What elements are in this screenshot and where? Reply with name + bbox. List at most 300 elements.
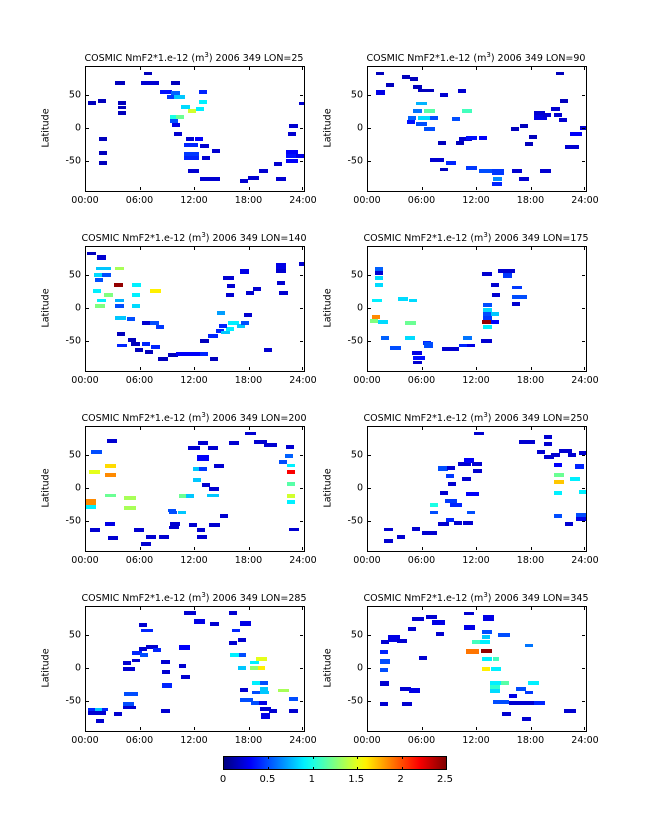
data-cell [512, 169, 523, 173]
x-tick-label: 06:00 [407, 735, 436, 746]
data-cell [253, 287, 261, 291]
y-tick-mark [300, 275, 303, 276]
x-tick-mark [85, 187, 86, 190]
x-tick-label: 06:00 [125, 555, 154, 566]
data-cell [124, 506, 136, 510]
data-cell [141, 629, 153, 633]
data-cell [458, 89, 466, 93]
x-tick-mark [249, 727, 250, 730]
data-cell [156, 325, 164, 329]
data-cell [482, 657, 492, 661]
data-cell [161, 660, 169, 664]
plot-area [367, 426, 587, 552]
data-cell [99, 137, 107, 141]
data-cell [462, 109, 472, 113]
colorbar-tick-mark [313, 767, 314, 769]
title-superscript: 3 [483, 411, 488, 419]
data-cell [117, 344, 127, 348]
data-cell [442, 347, 459, 351]
data-cell [416, 102, 427, 106]
data-cell [556, 72, 564, 76]
data-cell [115, 299, 124, 303]
data-cell [408, 627, 416, 631]
subplot-lon-250 [322, 411, 599, 566]
y-tick-mark [300, 635, 303, 636]
data-cell [219, 324, 227, 328]
y-tick-mark [582, 521, 585, 522]
x-tick-mark [194, 427, 195, 430]
panel-title: COSMIC NmF2*1.e-12 $(m^3)$ 2006 349 LON=140 [81, 231, 307, 245]
x-tick-label: 00:00 [71, 555, 99, 566]
panel-title: COSMIC NmF2*1.e-12 $(m^3)$ 2006 349 LON=250 [363, 411, 589, 425]
x-tick-label: 12:00 [462, 735, 490, 746]
data-cell [132, 304, 140, 308]
data-cell [473, 469, 481, 473]
data-cell [410, 77, 418, 81]
y-tick-mark [86, 128, 89, 129]
y-tick-label: 0 [74, 122, 81, 134]
data-cell [491, 312, 499, 316]
data-cell [189, 523, 197, 527]
data-cell [259, 701, 266, 705]
data-cell [196, 107, 204, 111]
y-tick-mark [86, 701, 89, 702]
data-cell [217, 311, 225, 315]
data-cell [179, 645, 190, 650]
panel-title: COSMIC NmF2*1.e-12 $(m^3)$ 2006 349 LON=285 [81, 591, 307, 605]
data-cell [424, 127, 435, 131]
data-cell [450, 503, 463, 507]
data-cell [260, 687, 267, 691]
y-tick-label: 0 [356, 482, 363, 494]
data-cell [250, 661, 258, 665]
data-cell [176, 352, 200, 356]
data-cell [570, 132, 583, 136]
x-tick-mark [194, 367, 195, 370]
data-cell [169, 526, 179, 530]
data-cell [162, 670, 170, 674]
data-cell [412, 617, 425, 621]
colorbar-tick-mark [357, 767, 358, 769]
data-cell [105, 494, 116, 498]
data-cell [529, 135, 537, 139]
x-tick-label: 18:00 [234, 555, 263, 566]
data-cell [96, 719, 104, 723]
data-cell [464, 625, 475, 630]
data-cell [209, 523, 221, 527]
data-cell [296, 154, 304, 158]
x-tick-label: 00:00 [71, 735, 99, 746]
data-cell [158, 357, 168, 361]
data-cell [381, 336, 389, 340]
data-cell [179, 494, 186, 498]
data-cell [380, 650, 388, 654]
x-tick-mark [140, 427, 141, 430]
x-tick-mark [302, 727, 303, 730]
data-cell [208, 446, 218, 450]
y-tick-mark [300, 701, 303, 702]
x-tick-mark [367, 247, 368, 250]
subplot-lon-140 [40, 231, 317, 386]
data-cell [240, 269, 250, 274]
data-cell [405, 321, 416, 325]
y-tick-label: 50 [68, 269, 81, 281]
data-cell [528, 681, 539, 685]
x-tick-mark [140, 727, 141, 730]
data-cell [145, 350, 153, 354]
data-cell [114, 712, 122, 716]
x-tick-label: 24:00 [571, 555, 599, 566]
data-cell [141, 81, 159, 85]
data-cell [264, 348, 272, 352]
data-cell [200, 352, 208, 356]
data-cell [186, 494, 194, 498]
plot-area [85, 66, 305, 192]
x-tick-mark [422, 187, 423, 190]
data-cell [276, 263, 286, 268]
x-tick-mark [531, 247, 532, 250]
data-cell [176, 115, 184, 119]
x-tick-mark [140, 607, 141, 610]
data-cell [159, 535, 169, 539]
data-cell [105, 473, 116, 477]
x-tick-mark [422, 247, 423, 250]
data-cell [139, 623, 147, 627]
data-cell [195, 137, 203, 141]
data-cell [462, 477, 470, 481]
y-tick-mark [582, 635, 585, 636]
data-cell [483, 325, 491, 329]
data-cell [289, 709, 297, 713]
y-tick-label: -50 [65, 155, 81, 167]
data-cell [472, 640, 480, 644]
x-tick-mark [476, 67, 477, 70]
data-cell [141, 542, 152, 546]
data-cell [99, 151, 107, 155]
data-cell [413, 109, 421, 113]
x-tick-label: 06:00 [125, 375, 154, 386]
y-tick-mark [86, 635, 89, 636]
plot-area [367, 246, 587, 372]
colorbar-tick-mark [268, 757, 269, 759]
data-cell [512, 286, 522, 290]
data-cell [238, 666, 246, 670]
x-tick-label: 24:00 [289, 375, 317, 386]
x-tick-mark [85, 367, 86, 370]
data-cell [409, 299, 417, 303]
data-cell [98, 99, 106, 103]
y-axis-label: Latitude [40, 108, 52, 148]
data-cell [289, 528, 299, 532]
x-tick-mark [194, 187, 195, 190]
x-tick-mark [584, 607, 585, 610]
data-cell [124, 496, 136, 500]
x-tick-label: 12:00 [462, 555, 490, 566]
y-tick-mark [368, 635, 371, 636]
data-cell [493, 657, 498, 661]
data-cell [482, 635, 490, 639]
data-cell [565, 522, 573, 526]
x-tick-mark [476, 547, 477, 550]
data-cell [269, 709, 277, 713]
y-tick-mark [300, 341, 303, 342]
data-cell [115, 81, 125, 85]
data-cell [88, 101, 96, 105]
x-tick-mark [194, 727, 195, 730]
data-cell [426, 615, 437, 619]
data-cell [286, 150, 298, 154]
data-cell [380, 659, 390, 664]
data-cell [512, 302, 520, 306]
x-tick-label: 24:00 [289, 735, 317, 746]
data-cell [200, 339, 208, 343]
y-tick-mark [86, 161, 89, 162]
data-cell [240, 179, 248, 183]
data-cell [132, 293, 140, 297]
data-cell [123, 667, 135, 671]
data-cell [115, 304, 124, 308]
data-cell [422, 531, 437, 535]
data-cell [260, 681, 267, 685]
data-cell [132, 283, 141, 287]
data-cell [519, 177, 529, 181]
data-cell [169, 511, 177, 515]
y-tick-mark [368, 521, 371, 522]
data-cell [554, 473, 564, 477]
x-tick-mark [584, 187, 585, 190]
x-tick-mark [249, 367, 250, 370]
x-tick-label: 18:00 [234, 195, 263, 206]
data-cell [197, 455, 209, 461]
data-cell [448, 482, 456, 486]
data-cell [276, 269, 286, 273]
x-tick-mark [422, 547, 423, 550]
data-cell [398, 297, 408, 301]
data-cell [199, 100, 207, 104]
x-tick-mark [476, 727, 477, 730]
data-cell [252, 691, 260, 695]
data-cell [564, 709, 576, 713]
data-cell [456, 141, 464, 145]
data-cell [238, 638, 246, 642]
y-tick-mark [86, 308, 89, 309]
subplot-lon-90 [322, 51, 599, 206]
colorbar-tick-mark [357, 757, 358, 759]
data-cell [223, 276, 234, 280]
y-tick-mark [368, 668, 371, 669]
data-cell [132, 659, 140, 663]
data-cell [88, 711, 106, 715]
data-cell [214, 464, 224, 468]
x-tick-label: 06:00 [407, 195, 436, 206]
x-tick-mark [249, 547, 250, 550]
data-cell [124, 692, 138, 696]
data-cell [99, 161, 107, 165]
panel-title: COSMIC NmF2*1.e-12 $(m^3)$ 2006 349 LON=25 [84, 51, 304, 65]
x-tick-mark [140, 187, 141, 190]
panel-title: COSMIC NmF2*1.e-12 $(m^3)$ 2006 349 LON=200 [81, 411, 307, 425]
plot-area [85, 606, 305, 732]
data-cell [380, 681, 389, 686]
data-cell [256, 657, 267, 661]
data-cell [519, 440, 535, 444]
x-tick-label: 00:00 [353, 195, 381, 206]
data-cell [199, 90, 207, 94]
data-cell [409, 688, 420, 693]
data-cell [97, 255, 106, 261]
subplot-lon-345 [322, 591, 599, 746]
x-tick-mark [584, 67, 585, 70]
data-cell [426, 89, 434, 93]
data-cell [554, 480, 564, 484]
y-tick-mark [582, 455, 585, 456]
x-tick-label: 18:00 [516, 735, 545, 746]
y-tick-mark [582, 701, 585, 702]
y-tick-label: -50 [347, 335, 363, 347]
data-cell [118, 101, 126, 105]
y-tick-mark [582, 308, 585, 309]
data-cell [241, 321, 249, 325]
data-cell [87, 252, 96, 256]
data-cell [142, 321, 150, 325]
data-cell [178, 511, 186, 515]
data-cell [162, 683, 172, 688]
data-cell [142, 342, 150, 346]
x-tick-mark [476, 427, 477, 430]
data-cell [86, 499, 96, 504]
x-tick-mark [476, 607, 477, 610]
data-cell [560, 99, 568, 103]
y-tick-mark [300, 521, 303, 522]
x-tick-label: 12:00 [462, 375, 490, 386]
x-tick-mark [584, 547, 585, 550]
data-cell [199, 467, 207, 471]
data-cell [544, 442, 552, 446]
data-cell [543, 113, 551, 117]
y-tick-mark [300, 488, 303, 489]
y-tick-mark [86, 521, 89, 522]
data-cell [123, 661, 131, 665]
x-tick-label: 00:00 [353, 375, 381, 386]
x-tick-mark [584, 727, 585, 730]
data-cell [250, 666, 257, 670]
plot-area [85, 246, 305, 372]
x-tick-mark [85, 727, 86, 730]
colorbar-tick-label: 1 [308, 774, 315, 785]
data-cell [492, 169, 504, 174]
colorbar-tick-label: 2 [397, 774, 404, 785]
data-cell [90, 528, 100, 532]
data-cell [286, 159, 298, 163]
data-cell [483, 615, 494, 620]
y-tick-mark [300, 668, 303, 669]
data-cell [511, 127, 519, 131]
data-cell [375, 276, 383, 280]
data-cell [459, 344, 467, 348]
data-cell [245, 432, 256, 436]
data-cell [150, 289, 161, 293]
data-cell [565, 145, 579, 149]
data-cell [472, 462, 483, 466]
data-cell [200, 144, 208, 148]
data-cell [416, 122, 427, 126]
data-cell [172, 123, 180, 127]
data-cell [96, 267, 111, 271]
data-cell [144, 72, 152, 76]
data-cell [118, 106, 126, 110]
data-cell [200, 177, 220, 181]
x-tick-label: 12:00 [462, 195, 490, 206]
x-tick-label: 18:00 [516, 375, 545, 386]
data-cell [227, 284, 235, 288]
data-cell [413, 361, 421, 365]
data-cell [384, 539, 392, 543]
data-cell [522, 717, 530, 721]
data-cell [198, 441, 208, 445]
data-cell [181, 675, 189, 679]
y-tick-label: 50 [350, 629, 363, 641]
y-axis-label: Latitude [322, 108, 334, 148]
data-cell [482, 630, 492, 634]
data-cell [424, 342, 433, 347]
y-tick-mark [582, 128, 585, 129]
data-cell [405, 336, 415, 340]
y-tick-label: -50 [65, 695, 81, 707]
data-cell [502, 712, 510, 716]
data-cell [446, 161, 456, 165]
x-tick-mark [531, 607, 532, 610]
x-tick-mark [140, 367, 141, 370]
data-cell [467, 511, 475, 515]
y-axis-label: Latitude [322, 648, 334, 688]
x-tick-mark [367, 67, 368, 70]
x-tick-mark [476, 187, 477, 190]
data-cell [161, 709, 169, 713]
data-cell [482, 272, 492, 276]
data-cell [419, 656, 427, 660]
colorbar-tick-mark [402, 757, 403, 759]
x-tick-label: 06:00 [125, 195, 154, 206]
data-cell [440, 491, 448, 495]
data-cell [413, 356, 425, 360]
title-superscript: 3 [201, 231, 206, 239]
x-tick-label: 18:00 [516, 555, 545, 566]
y-tick-label: 0 [356, 662, 363, 674]
title-superscript: 3 [486, 51, 491, 59]
data-cell [232, 629, 240, 633]
x-tick-mark [531, 367, 532, 370]
colorbar-tick-label: 2.5 [437, 774, 453, 785]
data-cell [540, 169, 551, 173]
y-tick-mark [300, 455, 303, 456]
data-cell [493, 177, 501, 181]
data-cell [108, 536, 118, 540]
data-cell [525, 691, 533, 695]
data-cell [430, 116, 438, 120]
data-cell [151, 345, 159, 349]
data-cell [551, 453, 559, 457]
data-cell [210, 622, 218, 626]
data-cell [287, 464, 295, 468]
x-tick-mark [249, 187, 250, 190]
data-cell [94, 273, 102, 277]
data-cell [208, 334, 218, 338]
data-cell [104, 293, 113, 297]
x-tick-mark [476, 247, 477, 250]
x-tick-mark [85, 247, 86, 250]
data-cell [380, 668, 388, 672]
data-cell [397, 639, 407, 643]
